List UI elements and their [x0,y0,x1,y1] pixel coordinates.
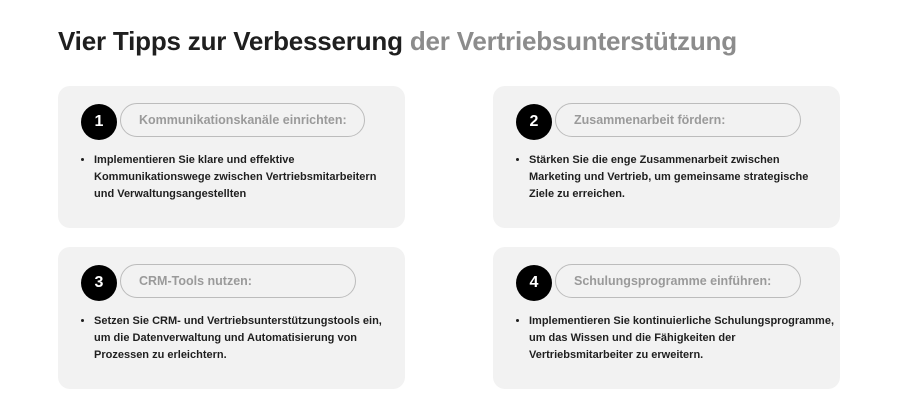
tip-description: • Stärken Sie die enge Zusammenarbeit zwischen Marketing und Vertrieb, um gemeinsame strategische Ziele zu erreichen. [529,152,834,203]
page-title [58,26,737,57]
tip-card-4 [493,247,840,389]
tip-number-badge: 3 [81,265,117,301]
tip-title-pill: Kommunikationskanäle einrichten: [120,103,365,137]
tip-description-list [513,313,834,364]
tip-description: • Setzen Sie CRM- und Vertriebsunterstützungstools ein, um die Datenverwaltung und Automatisierung von Prozessen zu erleichtern. [94,313,399,364]
tip-description: • Implementieren Sie klare und effektive Kommunikationswege zwischen Vertriebsmitarbeitern und Verwaltungsangestellten [94,152,399,203]
tip-card-3 [58,247,405,389]
tip-title-pill: Zusammenarbeit fördern: [555,103,801,137]
tip-number-badge: 2 [516,104,552,140]
tip-title-pill: Schulungsprogramme einführen: [555,264,801,298]
tip-title-pill: CRM-Tools nutzen: [120,264,356,298]
tip-description-list [78,313,399,364]
tip-card-1 [58,86,405,228]
title-main: Vier Tipps zur Verbesserung [58,26,403,56]
tip-description-list [78,152,399,203]
tip-number-badge: 1 [81,104,117,140]
tip-description: • Implementieren Sie kontinuierliche Schulungsprogramme, um das Wissen und die Fähigkeiten der Vertriebsmitarbeiter zu erweitern. [529,313,834,364]
title-muted: der Vertriebsunterstützung [409,26,737,56]
tip-number-badge: 4 [516,265,552,301]
tip-description-list [513,152,834,203]
tip-card-2 [493,86,840,228]
